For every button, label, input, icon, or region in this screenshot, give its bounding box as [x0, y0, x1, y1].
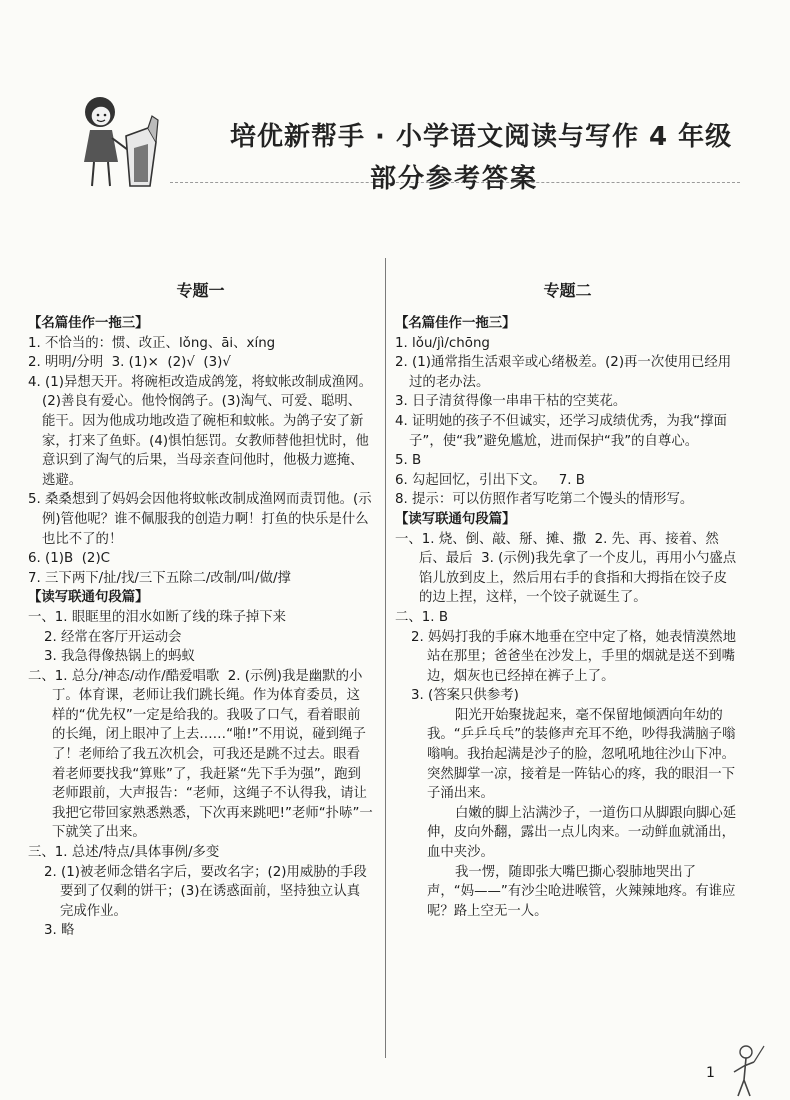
section-heading: 【读写联通句段篇】 — [395, 511, 516, 527]
page-number: 1 — [706, 1065, 715, 1081]
corner-figure-icon — [720, 1040, 770, 1100]
page-header — [60, 78, 740, 198]
answer-item: 4. (1)异想天开。将碗柜改造成鸽笼，将蚊帐改制成渔网。 (2)善良有爱心。他怜悯鸽子。(3)淘气、可爱、聪明、能干。因为他成功地改造了碗柜和蚊帐。为鸽子安了新家，打来了鱼虾。(4)惧怕惩罚。女教师替他担忧时，他意识到了淘气的后果，当母亲查问他时，他极力遮掩、逃避。 — [28, 374, 381, 488]
answer-subitem: 3. (答案只供参考) — [411, 688, 519, 704]
answer-item: 1. lǒu/jì/chōng — [395, 335, 490, 351]
answer-item: 二、1. B — [395, 609, 449, 625]
section-heading: 【名篇佳作一拖三】 — [395, 316, 516, 331]
sample-paragraph: 我一愣，随即张大嘴巴撕心裂肺地哭出了声，“妈——”有沙尘呛进喉管，火辣辣地疼。有谁应呢？路上空无一人。 — [427, 864, 736, 919]
sample-paragraph: 阳光开始聚拢起来，毫不保留地倾洒向年幼的我。“乒乒乓乓”的装修声充耳不绝，吵得我满脑子嗡嗡响。我抬起满是沙子的脸，忽吼吼地往沙山下冲。突然脚掌一凉，接着是一阵钻心的疼，我的眼泪一下子涌出来。 — [427, 707, 736, 802]
answer-item: 6. 勾起回忆，引出下文。 7. B — [395, 472, 585, 488]
column-divider — [385, 258, 386, 1058]
page-title: 培优新帮手 · 小学语文阅读与写作 4 年级 — [230, 122, 733, 152]
answer-item: 一、1. 烧、倒、敲、掰、摊、撒 2. 先、再、接着、然后、最后 3. (示例)我先拿了一个皮儿，再用小勺盛点馅儿放到皮上，然后用右手的食指和大拇指在饺子皮的边上捏，这样，一个饺子就诞生了。 — [395, 531, 737, 606]
girl-mascot-icon — [68, 90, 168, 200]
answer-item: 三、1. 总述/特点/具体事例/多变 — [28, 845, 220, 861]
answer-item: 一、1. 眼眶里的泪水如断了线的珠子掉下来 — [28, 609, 287, 625]
section-heading: 【名篇佳作一拖三】 — [28, 316, 149, 331]
answer-item: 5. 桑桑想到了妈妈会因他将蚊帐改制成渔网而责罚他。(示例)管他呢？谁不佩服我的创造力啊！打鱼的快乐是什么也比不了的！ — [28, 492, 372, 547]
answer-item: 二、1. 总分/神态/动作/酷爱唱歌 2. (示例)我是幽默的小丁。体育课，老师让我们跳长绳。作为体育委员，这样的“优先权”一定是给我的。我吸了口气，看着眼前的长绳，闭上眼冲了上去……“啪!”不用说，碰到绳子了！老师给了我五次机会，可我还是跳不过去。眼看着老师要找我“算账”了，我赶紧“先下手为强”，跑到老师跟前，大声报告：“老师，这绳子不认得我，请让我把它带回家熟悉熟悉，下次再来跳吧!”老师“扑哧”一下就笑了出来。 — [28, 668, 373, 841]
column-title: 专题一 — [176, 281, 225, 300]
answer-item: 2. 明明/分明 3. (1)× (2)√ (3)√ — [28, 355, 231, 371]
answer-item: 2. (1)通常指生活艰辛或心绪极差。(2)再一次使用已经用过的老办法。 — [395, 355, 732, 390]
answer-item: 1. 不恰当的：惯、改正、lǒng、āi、xíng — [28, 335, 276, 351]
answer-subitem: 3. 我急得像热锅上的蚂蚁 — [44, 649, 195, 665]
answer-subitem: 3. 略 — [44, 923, 75, 939]
answer-item: 6. (1)B (2)C — [28, 551, 111, 567]
sample-paragraph: 白嫩的脚上沾满沙子，一道伤口从脚跟向脚心延伸，皮向外翻，露出一点儿肉来。一动鲜血就涌出，血中夹沙。 — [427, 805, 737, 861]
column-title: 专题二 — [543, 281, 592, 300]
answer-item: 3. 日子清贫得像一串串干枯的空荚花。 — [395, 394, 627, 410]
answer-item: 4. 证明她的孩子不但诚实，还学习成绩优秀，为我“撑面子”，使“我”避免尴尬，进而保护“我”的自尊心。 — [395, 413, 727, 449]
page-subtitle: 部分参考答案 — [370, 164, 539, 194]
answer-subitem: 2. (1)被老师念错名字后，要改名字；(2)用威胁的手段要到了仅剩的饼干；(3)在诱惑面前，坚持独立认真完成作业。 — [44, 864, 367, 919]
answer-item: 8. 提示：可以仿照作者写吃第二个馒头的情形写。 — [395, 492, 694, 508]
answer-subitem: 2. 经常在客厅开运动会 — [44, 629, 182, 645]
answer-item: 7. 三下两下/扯/找/三下五除二/改制/叫/做/撑 — [28, 570, 291, 586]
section-heading: 【读写联通句段篇】 — [28, 590, 149, 606]
left-column — [28, 280, 381, 941]
right-column — [395, 280, 740, 921]
answer-subitem: 2. 妈妈打我的手麻木地垂在空中定了格，她表情漠然地站在那里；爸爸坐在沙发上，手里的烟就是送不到嘴边，烟灰也已经掉在裤子上了。 — [411, 629, 737, 684]
answer-item: 5. B — [395, 453, 422, 469]
